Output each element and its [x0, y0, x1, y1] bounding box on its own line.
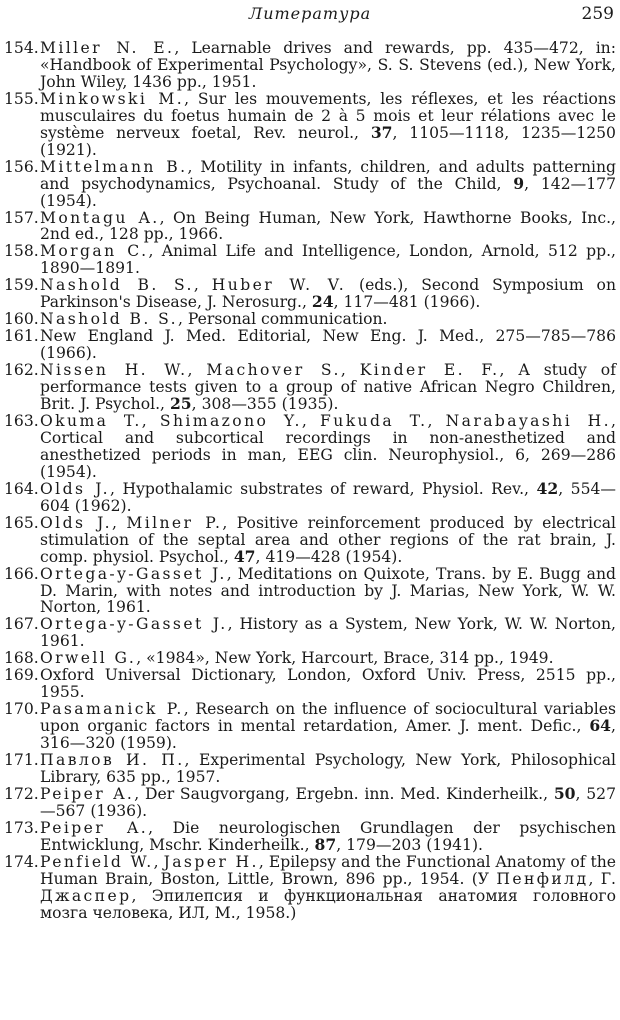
reference-author: Fukuda T.	[320, 411, 428, 430]
reference-text: , Personal communication.	[177, 310, 388, 329]
reference-text: , 179—203 (1941).	[336, 835, 484, 854]
reference-number: 165.	[4, 513, 39, 532]
reference-text: , Г.	[588, 869, 616, 888]
reference-number: 163.	[4, 411, 39, 430]
reference-volume: 64	[589, 716, 612, 736]
running-title: Литература	[248, 4, 372, 23]
reference-text: ,	[427, 411, 446, 430]
reference-volume: 50	[553, 783, 576, 803]
reference-author: Nissen H. W.	[40, 361, 188, 380]
reference-entry	[4, 820, 616, 854]
reference-entry	[4, 40, 616, 91]
reference-text: , Hypothalamic substrates of reward, Physiol. Rev.,	[110, 479, 537, 498]
page-number: 259	[581, 4, 614, 24]
reference-entry	[4, 701, 616, 752]
reference-text: , Die neurologischen Grundlagen der psychischen Entwicklung, Mschr. Kinderheilk.,	[40, 818, 616, 854]
reference-number: 161.	[4, 327, 39, 346]
reference-volume: 9	[513, 173, 525, 193]
reference-number: 169.	[4, 666, 39, 685]
reference-entry	[4, 413, 616, 481]
reference-number: 172.	[4, 784, 39, 803]
reference-author: Пенфилд	[496, 869, 589, 888]
reference-volume: 25	[169, 394, 192, 414]
reference-number: 154.	[4, 39, 39, 57]
reference-text: , Sur les mouvements, les réflexes, et les réactions musculaires du foetus humain de 2 à 5 mois et leur rélations avec le système nerveux foetal, Rev. neurol.,	[40, 89, 616, 142]
reference-text: ,	[193, 276, 212, 295]
reference-author: Orwell G.	[40, 649, 137, 668]
reference-entry	[4, 616, 616, 650]
reference-text: , 527—567 (1936).	[40, 784, 616, 820]
reference-volume: 24	[311, 292, 334, 312]
reference-number: 173.	[4, 818, 39, 837]
reference-author: Ortega-y-Gasset J.	[40, 615, 228, 634]
reference-author: Peiper A.	[40, 818, 149, 837]
reference-text: , Positive reinforcement produced by electrical stimulation of the septal area and other regions of the rat brain, J. comp. physiol. Psychol.,	[40, 513, 616, 566]
reference-text: , Experimental Psychology, New York, Philosophical Library, 635 pp., 1957.	[40, 751, 616, 786]
reference-entry	[4, 650, 616, 667]
reference-author: Olds J.	[40, 479, 111, 498]
reference-text: ,	[153, 852, 164, 871]
reference-author: Miller N. E.	[40, 39, 175, 57]
reference-text: , Эпилепсия и функциональная анатомия головного мозга человека, ИЛ, М., 1958.)	[40, 886, 616, 922]
reference-text: , 554—604 (1962).	[40, 479, 617, 515]
reference-author: Minkowski M.	[40, 89, 185, 108]
reference-list	[4, 40, 616, 922]
reference-volume: 37	[370, 122, 393, 142]
reference-text: (eds.), Second Symposium on Parkinson's Disease, J. Nerosurg.,	[40, 276, 616, 312]
reference-author: Павлов И. П.	[40, 751, 185, 770]
reference-author: Milner P.	[126, 513, 223, 532]
reference-text: , 316—320 (1959).	[40, 717, 616, 753]
reference-volume: 47	[233, 546, 256, 566]
reference-author: Pasamanick P.	[40, 700, 184, 719]
reference-text: , Animal Life and Intelligence, London, Arnold, 512 pp., 1890—1891.	[40, 242, 617, 278]
reference-text: , 117—481 (1966).	[333, 293, 481, 312]
reference-entry	[4, 311, 616, 328]
reference-number: 156.	[4, 157, 39, 176]
reference-text: Oxford Universal Dictionary, London, Oxford Univ. Press, 2515 pp., 1955.	[40, 666, 616, 702]
reference-text: , 142—177 (1954).	[40, 174, 616, 210]
reference-author: Olds J.	[40, 513, 112, 532]
reference-number: 166.	[4, 564, 39, 583]
reference-number: 162.	[4, 361, 39, 380]
reference-text: New England J. Med. Editorial, New Eng. J. Med., 275—785—786 (1966).	[40, 327, 616, 363]
reference-text: , 308—355 (1935).	[191, 395, 339, 414]
page-header	[0, 4, 620, 28]
reference-text: , Learnable drives and rewards, pp. 435—472, in: «Handbook of Experimental Psychology», S. S. Stevens (ed.), New York, John Wiley, 1436 pp., 1951.	[40, 39, 616, 91]
reference-text: , Meditations on Quixote, Trans. by E. Bugg and D. Marin, with notes and introduction by J. Marias, New York, W. W. Norton, 1961.	[40, 564, 616, 617]
reference-entry	[4, 277, 616, 311]
reference-text: , Der Saugvorgang, Ergebn. inn. Med. Kinderheilk.,	[134, 784, 554, 803]
reference-entry	[4, 515, 616, 566]
reference-author: Mittelmann B.	[40, 157, 188, 176]
reference-author: Peiper A.	[40, 784, 135, 803]
reference-author: Narabayashi H.	[445, 411, 612, 430]
reference-number: 167.	[4, 615, 39, 634]
reference-author: Nashold B. S.	[40, 310, 178, 329]
reference-number: 171.	[4, 751, 39, 770]
reference-author: Okuma T.	[40, 411, 142, 430]
reference-text: , 419—428 (1954).	[255, 547, 403, 566]
reference-text: ,	[111, 513, 127, 532]
reference-volume: 42	[536, 478, 559, 498]
reference-text: , A study of performance tests given to a group of native African Negro Children, Brit. J. Psychol.,	[40, 361, 616, 414]
reference-number: 159.	[4, 276, 39, 295]
reference-author: Jasper H.	[163, 852, 259, 871]
reference-author: Kinder E. F.	[359, 361, 500, 380]
reference-number: 160.	[4, 310, 39, 329]
reference-number: 170.	[4, 700, 39, 719]
reference-text: , Research on the influence of sociocultural variables upon organic factors in mental retardation, Amer. J. ment. Defic.,	[40, 700, 616, 736]
reference-entry	[4, 566, 616, 617]
reference-entry	[4, 362, 616, 413]
reference-text: ,	[187, 361, 207, 380]
reference-author: Penfield W.	[40, 852, 154, 871]
reference-number: 164.	[4, 479, 39, 498]
reference-entry	[4, 478, 617, 515]
reference-text: , History as a System, New York, W. W. Norton, 1961.	[40, 615, 616, 651]
reference-text: ,	[340, 361, 360, 380]
reference-author: Huber W. V.	[211, 276, 347, 295]
reference-author: Machover S.	[206, 361, 341, 380]
reference-text: , «1984», New York, Harcourt, Brace, 314 pp., 1949.	[136, 649, 554, 668]
reference-entry	[4, 159, 616, 210]
reference-text: ,	[301, 411, 321, 430]
reference-author: Джаспер	[40, 886, 132, 905]
reference-text: , Cortical and subcortical recordings in non-anesthetized and anesthetized periods in man, EEG clin. Neurophysiol., 6, 269—286 (1954).	[40, 411, 616, 481]
reference-author: Nashold B. S.	[40, 276, 194, 295]
reference-volume: 87	[314, 834, 337, 854]
reference-entry	[4, 243, 616, 277]
reference-text: , Epilepsy and the Functional Anatomy of the Human Brain, Boston, Little, Brown, 896 pp., 1954. (У	[40, 852, 616, 888]
reference-number: 158.	[4, 242, 39, 261]
reference-author: Morgan C.	[40, 242, 149, 261]
reference-entry	[4, 328, 616, 362]
reference-author: Shimazono Y.	[159, 411, 302, 430]
reference-text: , On Being Human, New York, Hawthorne Books, Inc., 2nd ed., 128 pp., 1966.	[40, 208, 616, 244]
reference-number: 174.	[4, 852, 39, 871]
reference-text: ,	[141, 411, 160, 430]
reference-entry	[4, 854, 616, 922]
reference-entry	[4, 91, 616, 159]
reference-author: Ortega-y-Gasset J.	[40, 564, 227, 583]
reference-number: 155.	[4, 89, 39, 108]
reference-entry	[4, 752, 616, 786]
reference-entry	[4, 783, 616, 820]
reference-entry	[4, 210, 616, 244]
reference-entry	[4, 667, 616, 701]
reference-number: 157.	[4, 208, 39, 227]
reference-number: 168.	[4, 649, 39, 668]
reference-author: Montagu A.	[40, 208, 160, 227]
reference-text: , 1105—1118, 1235—1250 (1921).	[40, 123, 616, 159]
reference-text: , Motility in infants, children, and adults patterning and psychodynamics, Psychoanal. Study of the Child,	[40, 157, 617, 193]
